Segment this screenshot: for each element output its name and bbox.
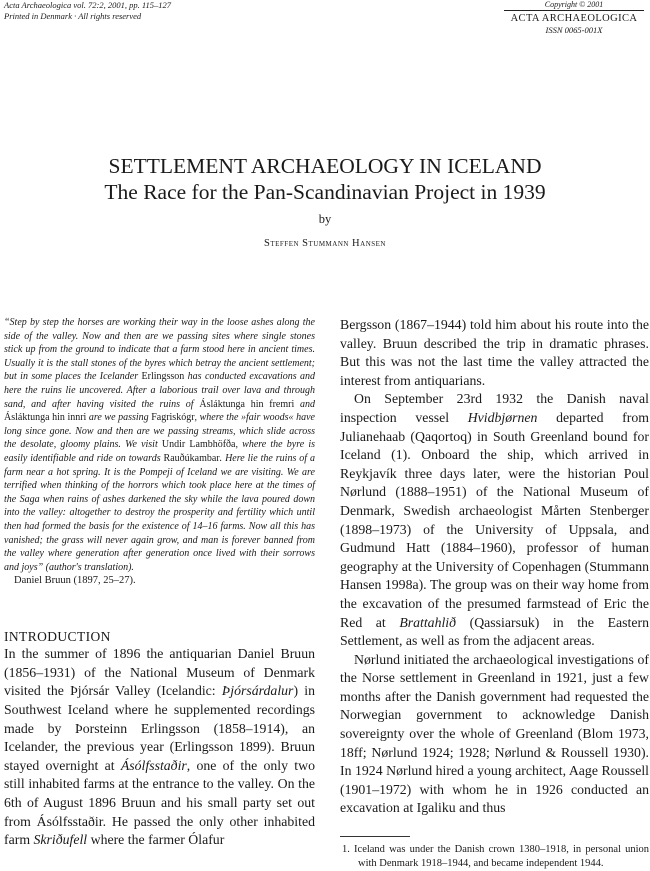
body-text-italic: Skriðufell bbox=[33, 832, 88, 848]
issn: ISSN 0065-001X bbox=[545, 25, 603, 35]
copyright-notice: Copyright © 2001 bbox=[544, 0, 604, 9]
epigraph-text: , where the byre is easily identifiable and ride on towards bbox=[4, 439, 315, 464]
paragraph-1932-voyage bbox=[340, 390, 649, 650]
paragraph-bergsson: Bergsson (1867–1944) told him about his route into the valley. Bruun described the trip in dramatic phrases. But this was not the last time the valley attracted the interest from antiquarians. bbox=[340, 317, 649, 388]
epigraph-text: “Step by step the horses are working their way in the loose ashes along the side of the valley. Now and then are we passing sites where single stones stick up from the ground to indicate that a farm stood here in ancient times. Usually it is the stall stones of the byres which betray the ancient settlement; but in some places the Icelander bbox=[4, 317, 315, 383]
section-heading-introduction: INTRODUCTION bbox=[4, 629, 111, 645]
body-text-italic: Ásólfsstaðir bbox=[120, 757, 187, 773]
footnote-rule bbox=[340, 836, 410, 837]
byline-by: by bbox=[318, 212, 332, 226]
running-header-left bbox=[4, 0, 171, 22]
epigraph-text: . Here lie the ruins of a farm near a hot spring. It is the Pompeji of Iceland we are visiting. We are terrified when thinking of the horrors which took place here at the times of the Saga when rains of ashes darkened the sky while the lava poured down into the valley: altogether to destroy the prosperity and fertility which until then had formed the basis for the existence of 14–16 farms. Now all this has vanished; the grass will never again grow, and man is forever banned from the valley where generation after generation once lived with their sorrows and joys” (author's translation). bbox=[4, 452, 316, 573]
right-column bbox=[340, 316, 649, 871]
paragraph-norlund: Nørlund initiated the archaeological investigations of the Norse settlement in Greenland in 1921, just a few months after the Danish government had requested the Norwegian government to acknowledge Danish sovereignty over the whole of Greenland (Blom 1973, 18ff; Nørlund 1924; 1928; Nørlund & Roussell 1930). In 1924 Nørlund hired a young architect, Aage Roussell (1901–1972) with whom he in 1926 conducted an excavation at Igaliku and thus bbox=[340, 651, 649, 816]
body-text: where the farmer Ólafur bbox=[87, 832, 225, 848]
body-text: (Qassiarsuk) in the Eastern Settlement, as well as from the adjacent areas. bbox=[340, 614, 649, 649]
body-text: , one of the only two still inhabited farms at the entrance to the valley. On the 6th of August 1896 Bruun and his small party set out from Ásólfsstaðir. He passed the only other inhabited farm bbox=[4, 757, 315, 848]
epigraph bbox=[4, 316, 315, 574]
body-text: ) in Southwest Iceland where he supplemented recordings made by Þorsteinn Erlingsson (1858–1914), an Icelander, the previous year (Erlingsson 1899). Bruun stayed overnight at bbox=[4, 683, 315, 773]
body-text-italic: Þjórsárdalur bbox=[221, 683, 294, 699]
journal-name: ACTA ARCHAEOLOGICA bbox=[510, 13, 638, 24]
epigraph-text: , where the »fair woods« have long since gone. Now and then are we passing streams, which slide across the desolate, gloomy plains. We visit bbox=[4, 412, 315, 451]
author-name: Steffen Stummann Hansen bbox=[264, 238, 386, 249]
body-text: In the summer of 1896 the antiquarian Daniel Bruun (1856–1931) of the National Museum of Denmark visited the Þjórsár Valley (Icelandic: bbox=[4, 646, 315, 699]
epigraph-text: are we passing bbox=[86, 412, 152, 424]
epigraph-text: and bbox=[294, 398, 316, 410]
body-text-italic: Hvidbjørnen bbox=[467, 409, 538, 425]
epigraph-placename: Undir Lambhöfða bbox=[161, 439, 236, 451]
article-subtitle: The Race for the Pan-Scandinavian Project in 1939 bbox=[104, 180, 546, 204]
epigraph-placename: Ásláktunga hin innri bbox=[4, 412, 87, 424]
journal-masthead bbox=[504, 0, 644, 35]
body-text: On September 23rd 1932 the Danish naval inspection vessel bbox=[340, 391, 649, 425]
epigraph-citation: Daniel Bruun (1897, 25–27). bbox=[14, 575, 136, 587]
masthead-rule bbox=[504, 10, 644, 11]
journal-citation: Acta Archaeologica vol. 72:2, 2001, pp. 115–127 bbox=[4, 0, 171, 10]
printed-notice: Printed in Denmark · All rights reserved bbox=[4, 11, 142, 21]
body-text-italic: Brattahlið bbox=[399, 614, 457, 630]
article-title: SETTLEMENT ARCHAEOLOGY IN ICELAND bbox=[108, 154, 542, 178]
left-column bbox=[4, 316, 315, 850]
epigraph-placename: Ásláktunga hin fremri bbox=[199, 398, 295, 410]
epigraph-placename: Fagriskógr bbox=[151, 412, 195, 424]
epigraph-placename: Erlingsson bbox=[141, 371, 185, 383]
epigraph-text: has conducted excavations and here the ruins lie uncovered. After a laborious trail over lava and through sand, and after having visited the ruins of bbox=[4, 371, 316, 410]
intro-paragraph bbox=[4, 645, 315, 850]
epigraph-placename: Rauðúkambar bbox=[163, 452, 220, 464]
body-text: departed from Julianehaab (Qaqortoq) in South Greenland bound for Iceland (1). Onboard the ship, which arrived in Reykjavík three days later, were the historian Poul Nørlund (1888–1951) of the National Museum of Denmark, Swedish archaeologist Mårten Stenberger (1898–1973) of the University of Uppsala, and Gudmund Hatt (1884–1960), professor of human geography at the University of Copenhagen (Stummann Hansen 1998a). The group was on their way home from the excavation of the presumed farmstead of Eric the Red at bbox=[340, 409, 650, 630]
footnote-1: 1. Iceland was under the Danish crown 1380–1918, in personal union with Denmark 1918–1944, and became independent 1944. bbox=[342, 844, 649, 870]
